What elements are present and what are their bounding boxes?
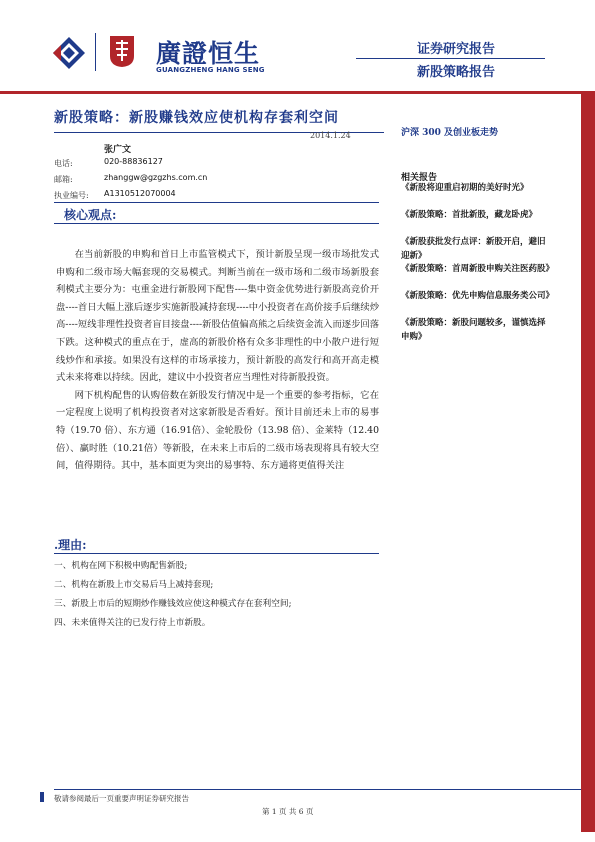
brand-emblem-icon (108, 34, 136, 68)
report-date: 2014.1.24 (310, 131, 351, 140)
company-logo-icon (52, 36, 86, 70)
footer-rule (54, 789, 581, 790)
related-report-link[interactable]: 《新股获批发行点评：新股开启，避旧迎新》 (401, 237, 546, 261)
header-rule (356, 58, 545, 59)
analyst-name: 张广文 (104, 145, 132, 155)
license-label: 执业编号: (54, 191, 89, 200)
footer-marker (40, 792, 44, 802)
reason-item: 四、未来值得关注的已发行待上市新股。 (54, 618, 211, 628)
logo-divider (95, 33, 96, 71)
index-trend-title: 沪深 300 及创业板走势 (401, 128, 499, 138)
report-title: 新股策略：新股赚钱效应使机构存套利空间 (54, 110, 339, 126)
brand-name-cn: 廣證恒生 (156, 39, 261, 68)
report-subtype: 新股策略报告 (416, 65, 495, 80)
related-report-link[interactable]: 《新股策略：新股问题较多，谨慎选择申购》 (401, 318, 546, 342)
core-view-body (56, 246, 379, 475)
header-red-bar (0, 91, 595, 94)
related-report-link[interactable]: 《新股策略：首批新股，藏龙卧虎》 (401, 210, 538, 220)
core-paragraph-1: 在当前新股的申购和首日上市监管模式下，预计新股呈现一级市场批发式申购和二级市场大幅套现的交易模式。判断当前在一级市场和二级市场新股套利模式主要分为：屯重金进行新股网下配售----集中资金优势进行新股高竞价开盘----首日大幅上涨后逐步实施新股减持套现----中小投资者在高价接手后继续炒高----短线非理性投资者盲目接盘----新股估值偏高熊之后续资金流入而逐步回落下跌。这种模式的重点在于，虚高的新股价格有众多非理性的中小散户进行短线炒作和承接。如果没有这样的市场承接力，预计新股的高发行和高开高走模式未来将难以持续。因此，建议中小投资者应当理性对待新股投资。 (56, 249, 379, 384)
page-number: 第 1 页 共 6 页 (262, 807, 314, 816)
info-rule (54, 202, 379, 203)
phone-value: 020-88836127 (104, 157, 163, 166)
license-value: A1310512070004 (104, 189, 176, 198)
reasons-rule (54, 553, 379, 554)
brand-name-en: GUANGZHENG HANG SENG (156, 66, 265, 74)
email-value[interactable]: zhanggw@gzgzhs.com.cn (104, 173, 208, 182)
related-report-link[interactable]: 《新股策略：首周新股申购关注医药股》 (401, 264, 555, 274)
core-view-rule (54, 223, 379, 224)
related-report-link[interactable]: 《新股将迎重启初期的美好时光》 (401, 183, 529, 193)
email-label: 邮箱: (54, 175, 73, 184)
report-type: 证券研究报告 (416, 42, 495, 57)
footer-disclaimer-note: 敬请参阅最后一页重要声明证券研究报告 (54, 794, 189, 803)
related-reports-heading: 相关报告 (401, 173, 438, 183)
right-red-edge (581, 94, 595, 832)
core-paragraph-2: 网下机构配售的认购倍数在新股发行情况中是一个重要的参考指标，它在一定程度上说明了机构投资者对这家新股是否看好。预计目前还未上市的易事特（19.70 倍）、东方通（16.91倍）、金轮股份（13.98 倍）、金莱特（12.40 倍）、赢时胜（10.21倍）等新股，在未来上市后的二级市场表现将具有较大空间，值得期待。其中，基本面更为突出的易事特、东方通将更值得关注 (56, 389, 379, 472)
reason-item: 一、机构在网下积极申购配售新股; (54, 561, 188, 571)
reasons-heading: .理由: (54, 538, 87, 552)
core-view-heading: 核心观点: (64, 208, 117, 222)
reason-item: 二、机构在新股上市交易后马上减持套现; (54, 580, 214, 590)
related-report-link[interactable]: 《新股策略：优先申购信息服务类公司》 (401, 291, 555, 301)
reason-item: 三、新股上市后的短期炒作赚钱效应使这种模式存在套利空间; (54, 599, 292, 609)
phone-label: 电话: (54, 159, 73, 168)
reasons-list (54, 557, 292, 633)
